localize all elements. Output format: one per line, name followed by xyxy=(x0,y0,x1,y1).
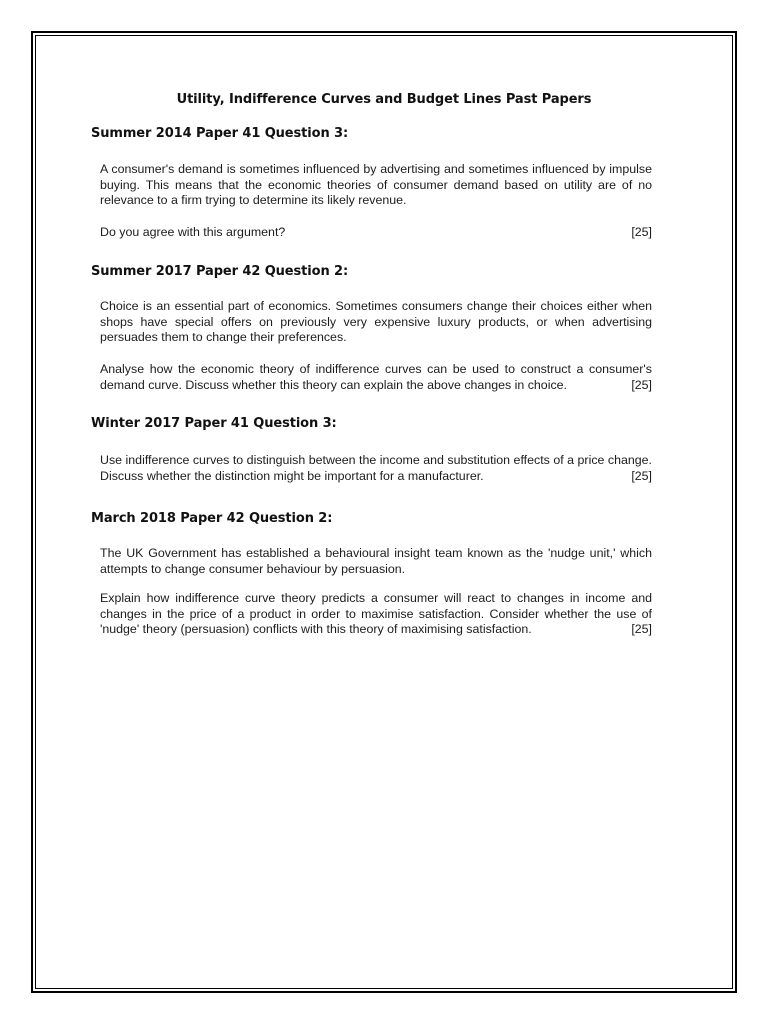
paragraph-text: Explain how indifference curve theory predicts a consumer will react to changes in income and changes in the price of a product in order to maximise satisfaction. Consider whether the use of 'nudge' theory (persuasion) conflicts with this theory of maximising satisfaction. xyxy=(100,591,652,636)
paragraph-text: Use indifference curves to distinguish between the income and substitution effects of a price change. Discuss whether the distinction might be important for a manufacturer. xyxy=(100,453,652,483)
section-paragraph: The UK Government has established a behavioural insight team known as the 'nudge unit,' which attempts to change consumer behaviour by persuasion. xyxy=(100,546,652,576)
section-heading: Winter 2017 Paper 41 Question 3: xyxy=(91,416,337,431)
paragraph-text: Analyse how the economic theory of indifference curves can be used to construct a consumer's demand curve. Discuss whether this theory can explain the above changes in choice. xyxy=(100,362,652,392)
section-paragraph: Choice is an essential part of economics. Sometimes consumers change their choices either when shops have special offers on previously very expensive luxury products, or when advertising persuades them to change their preferences. xyxy=(100,299,652,344)
document-title: Utility, Indifference Curves and Budget Lines Past Papers xyxy=(176,92,592,107)
question-text: Do you agree with this argument? xyxy=(100,225,286,239)
section-paragraph: A consumer's demand is sometimes influenced by advertising and sometimes influenced by impulse buying. This means that the economic theories of consumer demand based on utility are of no relevance to a firm trying to determine its likely revenue. xyxy=(100,162,652,207)
marks-label: [25] xyxy=(631,622,652,636)
section-paragraph xyxy=(100,453,652,484)
question-line xyxy=(100,225,652,241)
section-heading: Summer 2014 Paper 41 Question 3: xyxy=(91,126,349,141)
marks-label: [25] xyxy=(631,225,652,239)
marks-label: [25] xyxy=(631,468,652,483)
section-paragraph xyxy=(100,362,652,393)
marks-label: [25] xyxy=(631,377,652,392)
section-paragraph xyxy=(100,591,652,638)
section-heading: Summer 2017 Paper 42 Question 2: xyxy=(91,264,349,279)
section-heading: March 2018 Paper 42 Question 2: xyxy=(91,511,333,526)
